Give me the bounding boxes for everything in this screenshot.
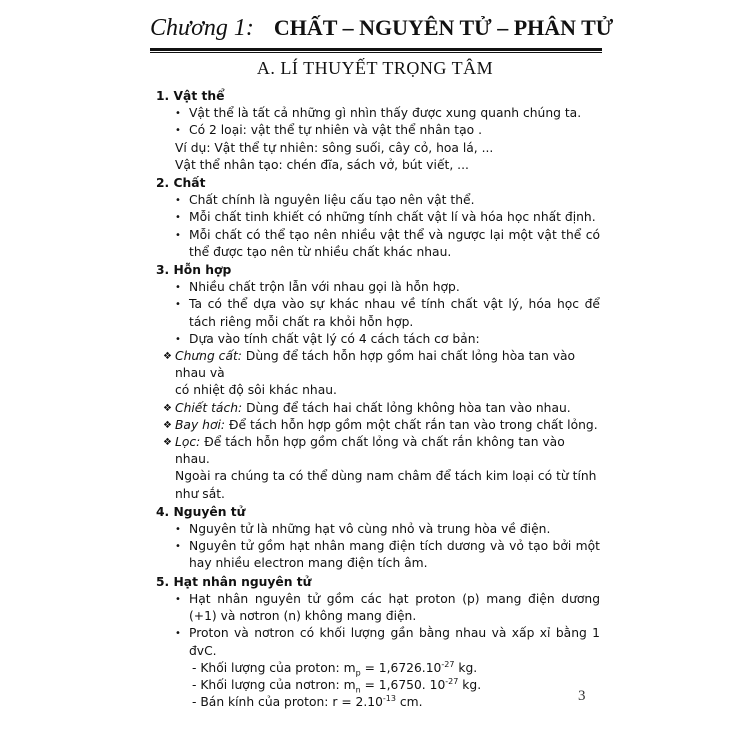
- formula-text: = 1,6726.10: [360, 660, 442, 675]
- bullet-text: Chất chính là nguyên liệu cấu tạo nên vật thể.: [189, 193, 475, 208]
- bullet-item: [156, 625, 600, 659]
- bullet-text: Hạt nhân nguyên tử gồm các hạt proton (p) mang điện dương (+1) và nơtron (n) không mang điện.: [189, 591, 600, 624]
- method-item: [156, 348, 600, 382]
- heading-nguyen-tu: 4. Nguyên tử: [156, 504, 246, 519]
- bullet-item: [156, 192, 600, 209]
- formula-text: = 1,6750. 10: [360, 677, 446, 692]
- formula-subscript: p: [355, 668, 361, 678]
- diamond-icon: ❖: [163, 419, 172, 431]
- formula-text: - Bán kính của proton: r = 2.10: [192, 695, 383, 710]
- heading-rule-thin: [150, 52, 602, 53]
- method-item: [156, 434, 600, 468]
- bullet-icon: •: [175, 108, 181, 120]
- bullet-icon: •: [175, 628, 181, 640]
- bullet-icon: •: [175, 593, 181, 605]
- method-text: Để tách hỗn hợp gồm một chất rắn tan vào trong chất lỏng.: [225, 417, 598, 432]
- heading-chat: 2. Chất: [156, 176, 206, 191]
- diamond-icon: ❖: [163, 437, 172, 449]
- section-title: A. LÍ THUYẾT TRỌNG TÂM: [256, 58, 494, 78]
- bullet-icon: •: [175, 524, 181, 536]
- bullet-item: [156, 227, 600, 261]
- formula-exponent: -27: [445, 676, 459, 686]
- heading-hat-nhan: 5. Hạt nhân nguyên tử: [156, 574, 312, 589]
- diamond-icon: ❖: [163, 351, 172, 363]
- formula-exponent: -13: [382, 694, 396, 704]
- formula-text: kg.: [454, 660, 478, 675]
- heading-rule-thick: [150, 48, 602, 51]
- example-line: Ví dụ: Vật thể tự nhiên: sông suối, cây cỏ, hoa lá, ...: [175, 140, 494, 155]
- bullet-icon: •: [175, 282, 181, 294]
- formula-subscript: n: [355, 685, 361, 695]
- method-text: Dùng để tách hỗn hợp gồm hai chất lỏng hòa tan vào nhau và: [175, 349, 576, 381]
- bullet-item: [156, 279, 600, 296]
- bullet-item: [156, 591, 600, 625]
- bullet-text: Có 2 loại: vật thể tự nhiên và vật thể nhân tạo .: [189, 123, 482, 138]
- bullet-text: Proton và nơtron có khối lượng gần bằng nhau và xấp xỉ bằng 1 đvC.: [189, 626, 600, 658]
- bullet-text: Dựa vào tính chất vật lý có 4 cách tách cơ bản:: [189, 331, 480, 346]
- page-number: 3: [578, 688, 586, 704]
- chapter-title: CHẤT – NGUYÊN TỬ – PHÂN TỬ: [273, 15, 614, 40]
- bullet-item: [156, 209, 600, 226]
- bullet-text: Mỗi chất có thể tạo nên nhiều vật thể và ngược lại một vật thể có thể được tạo nên từ nhiều chất khác nhau.: [189, 227, 600, 259]
- bullet-text: Mỗi chất tinh khiết có những tính chất vật lí và hóa học nhất định.: [189, 210, 596, 225]
- formula-exponent: -27: [441, 659, 455, 669]
- bullet-icon: •: [175, 541, 181, 553]
- formula-text: - Khối lượng của nơtron: m: [192, 677, 356, 692]
- bullet-item: [156, 538, 600, 572]
- bullet-icon: •: [175, 212, 181, 224]
- formula-text: cm.: [396, 695, 423, 710]
- neutron-mass-line: [156, 677, 600, 694]
- example-line: Vật thể nhân tạo: chén đĩa, sách vở, bút viết, ...: [175, 157, 469, 172]
- proton-mass-line: [156, 660, 600, 677]
- bullet-icon: •: [175, 299, 181, 311]
- bullet-icon: •: [175, 195, 181, 207]
- method-text: Để tách hỗn hợp gồm chất lỏng và chất rắn không tan vào nhau.: [175, 435, 565, 467]
- bullet-item: [156, 105, 600, 122]
- chapter-heading: [150, 10, 614, 46]
- chapter-number: Chương 1:: [150, 15, 254, 41]
- bullet-item: [156, 122, 600, 139]
- note-line: Ngoài ra chúng ta có thể dùng nam châm để tách kim loại có từ tính như sắt.: [175, 469, 597, 501]
- method-name: Chiết tách:: [175, 400, 243, 415]
- heading-vat-the: 1. Vật thể: [156, 89, 225, 103]
- method-name: Lọc:: [175, 435, 201, 450]
- bullet-text: Nhiều chất trộn lẫn với nhau gọi là hỗn hợp.: [189, 280, 460, 295]
- proton-radius-line: [156, 694, 600, 711]
- diamond-icon: ❖: [163, 402, 172, 414]
- bullet-text: Nguyên tử là những hạt vô cùng nhỏ và trung hòa về điện.: [189, 522, 551, 537]
- method-item: [156, 400, 600, 417]
- bullet-icon: •: [175, 125, 181, 137]
- content: [156, 87, 600, 711]
- formula-text: kg.: [458, 677, 482, 692]
- bullet-text: Nguyên tử gồm hạt nhân mang điện tích dương và vỏ tạo bởi một hay nhiều electron mang điện tích âm.: [189, 539, 600, 571]
- method-text: Dùng để tách hai chất lỏng không hòa tan vào nhau.: [242, 400, 571, 415]
- method-name: Chưng cất:: [175, 349, 242, 364]
- method-continuation: có nhiệt độ sôi khác nhau.: [175, 383, 337, 398]
- bullet-item: [156, 331, 600, 348]
- method-name: Bay hơi:: [175, 417, 226, 432]
- bullet-icon: •: [175, 333, 181, 345]
- bullet-item: [156, 521, 600, 538]
- heading-hon-hop: 3. Hỗn hợp: [156, 263, 232, 278]
- method-item: [156, 417, 600, 434]
- bullet-text: Vật thể là tất cả những gì nhìn thấy được xung quanh chúng ta.: [189, 106, 582, 121]
- bullet-item: [156, 296, 600, 330]
- formula-text: - Khối lượng của proton: m: [192, 660, 356, 675]
- bullet-text: Ta có thể dựa vào sự khác nhau về tính chất vật lý, hóa học để tách riêng mỗi chất ra khỏi hỗn hợp.: [189, 297, 600, 329]
- bullet-icon: •: [175, 229, 181, 241]
